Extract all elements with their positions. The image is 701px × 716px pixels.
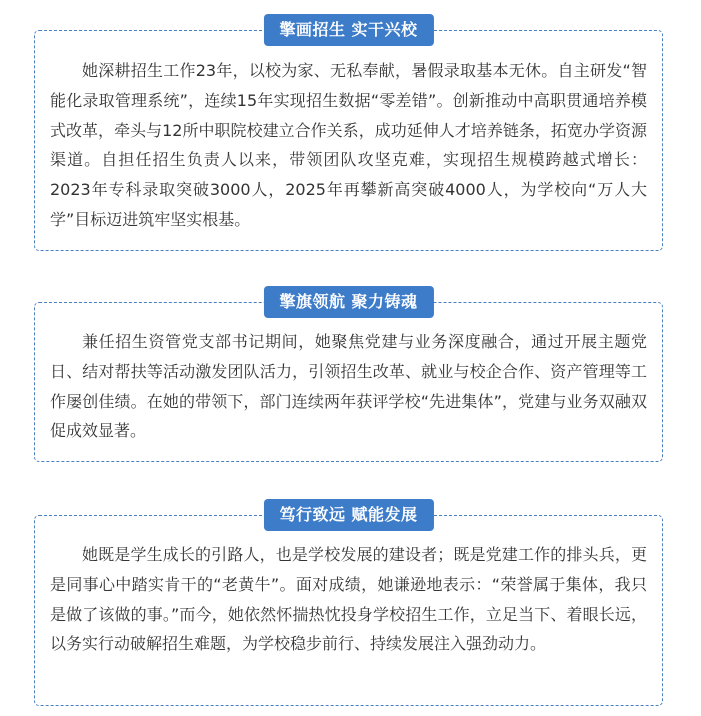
section-paragraph: 兼任招生资管党支部书记期间，她聚焦党建与业务深度融合，通过开展主题党日、结对帮扶等活动激发团队活力，引领招生改革、就业与校企合作、资产管理等工作屡创佳绩。在她的带领下，部门连续两年获评学校“先进集体”，党建与业务双融双促成效显著。 — [50, 332, 647, 441]
section-development — [34, 505, 663, 706]
section-title-badge: 笃行致远 赋能发展 — [263, 499, 433, 531]
section-party-building — [34, 292, 663, 462]
section-paragraph: 她深耕招生工作23年，以校为家、无私奉献，暑假录取基本无休。自主研发“智能化录取管理系统”，连续15年实现招生数据“零差错”。创新推动中高职贯通培养模式改革，牵头与12所中职院校建立合作关系，成功延伸人才培养链条，拓宽办学资源渠道。自担任招生负责人以来，带领团队攻坚克难，实现招生规模跨越式增长：2023年专科录取突破3000人，2025年再攀新高突破4000人，为学校向“万人大学”目标迈进筑牢坚实根基。 — [50, 61, 647, 229]
section-enrollment — [34, 20, 663, 251]
section-title-badge: 擎画招生 实干兴校 — [263, 14, 433, 46]
section-paragraph: 她既是学生成长的引路人，也是学校发展的建设者；既是党建工作的排头兵，更是同事心中踏实肯干的“老黄牛”。面对成绩，她谦逊地表示：“荣誉属于集体，我只是做了该做的事。”而今，她依然怀揣热忱投身学校招生工作，立足当下、着眼长远，以务实行动破解招生难题，为学校稳步前行、持续发展注入强劲动力。 — [50, 545, 647, 654]
section-title-badge: 擎旗领航 聚力铸魂 — [263, 286, 433, 318]
